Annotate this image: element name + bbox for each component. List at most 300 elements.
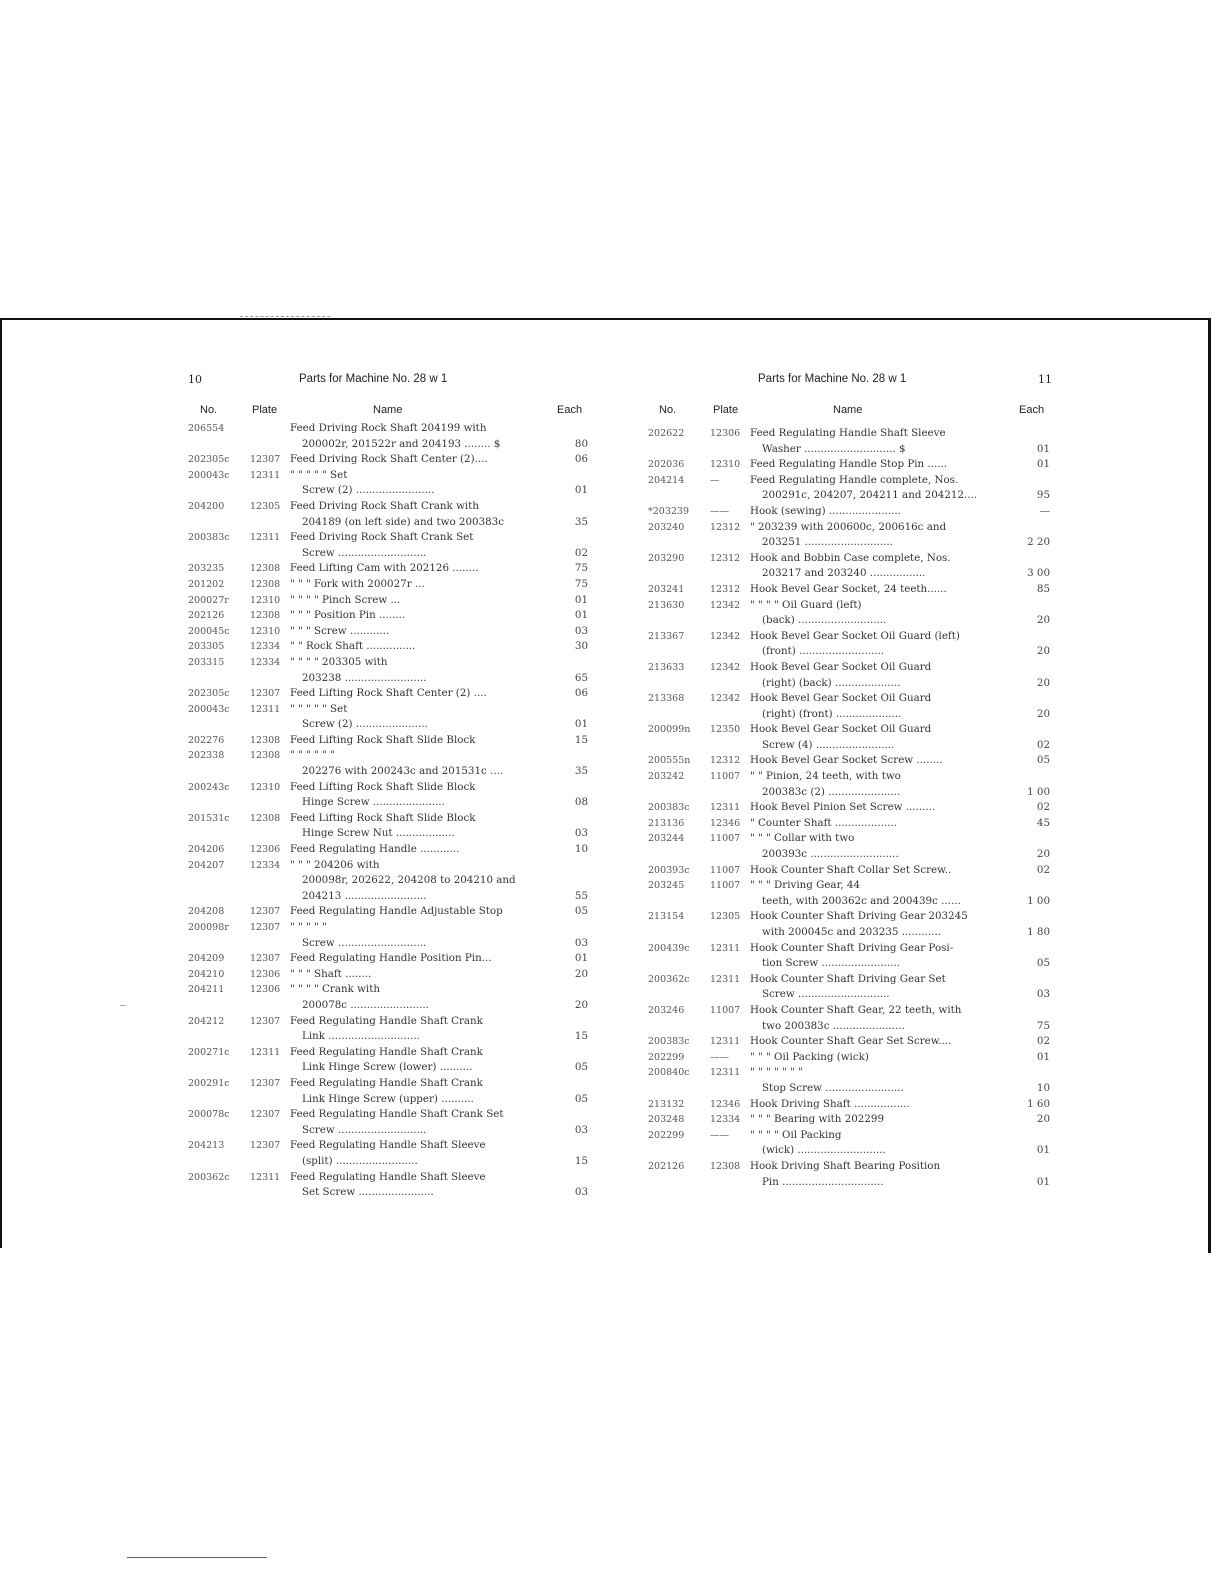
part-name — [290, 1170, 546, 1201]
part-name-line: " " " 204206 with — [290, 858, 380, 871]
part-name-line: Feed Lifting Rock Shaft Slide Block — [290, 733, 476, 746]
part-name-line: Screw (2) ........................ — [302, 484, 435, 497]
part-name-line: Hinge Screw Nut .................. — [302, 827, 455, 840]
part-name-line: 200383c (2) ...................... — [762, 785, 901, 798]
part-number: 203245 — [648, 880, 685, 892]
part-name — [290, 951, 546, 967]
part-name-line: teeth, with 200362c and 200439c ...... — [762, 894, 961, 907]
part-number: 203248 — [648, 1114, 685, 1126]
part-name-line: Hinge Screw ...................... — [302, 796, 445, 809]
unit-price: 03 — [574, 1123, 588, 1136]
part-number: 200840c — [648, 1067, 690, 1079]
part-number: 200291c — [188, 1077, 230, 1089]
part-name-line: Feed Driving Rock Shaft 204199 with — [290, 422, 487, 434]
part-number: 200098r — [188, 922, 229, 933]
table-row — [648, 909, 1050, 940]
part-name-line: Hook Counter Shaft Gear, 22 teeth, with — [750, 1003, 962, 1016]
table-row — [648, 1112, 1050, 1128]
unit-price: 15 — [574, 733, 588, 746]
plate-number: 12307 — [250, 1077, 281, 1089]
unit-price: 05 — [574, 905, 588, 918]
part-number: 200099n — [648, 724, 691, 736]
plate-number: 12342 — [710, 599, 741, 611]
part-number: 200043c — [188, 469, 230, 481]
table-row — [648, 1159, 1050, 1190]
part-name — [290, 858, 546, 905]
part-name-line: Set Screw ....................... — [302, 1186, 434, 1199]
plate-number: 12311 — [710, 802, 741, 814]
table-row — [648, 660, 1050, 691]
table-row — [648, 1034, 1050, 1050]
part-name-line: Hook Driving Shaft ................. — [750, 1097, 910, 1110]
part-name-line: Hook Counter Shaft Driving Gear Posi- — [750, 941, 954, 954]
table-row — [188, 1045, 588, 1076]
part-number: 202622 — [648, 428, 685, 439]
table-row — [188, 577, 588, 593]
part-name-line: 200002r, 201522r and 204193 ........ $ — [302, 437, 501, 450]
plate-number: 12307 — [250, 1015, 281, 1027]
part-name-line: (back) ........................... — [762, 614, 887, 627]
part-name-line: Feed Regulating Handle Shaft Sleeve — [750, 427, 946, 439]
part-name-line: Feed Lifting Rock Shaft Slide Block — [290, 780, 476, 793]
unit-price: — — [1039, 504, 1050, 517]
part-name-line: " " " " Crank with — [290, 983, 380, 996]
plate-number: 12310 — [250, 594, 281, 606]
part-number: 200439c — [648, 942, 690, 954]
unit-price: 2 20 — [1027, 536, 1050, 549]
table-row — [648, 551, 1050, 582]
table-row — [188, 951, 588, 967]
unit-price: 75 — [574, 577, 588, 590]
part-name — [290, 1076, 546, 1107]
part-name-line: " " " " 203305 with — [290, 655, 388, 668]
part-name — [290, 1138, 546, 1169]
table-row — [648, 769, 1050, 800]
part-number: 203244 — [648, 833, 685, 845]
plate-number: 12342 — [710, 661, 741, 673]
plate-number: 12334 — [710, 1114, 741, 1126]
part-name — [750, 1065, 1008, 1096]
part-number: 203241 — [648, 583, 685, 595]
unit-price: 15 — [574, 1030, 588, 1043]
part-name-line: tion Screw ........................ — [762, 957, 901, 970]
part-name-line: Screw ........................... — [302, 936, 427, 949]
part-name-line: " " " " " " " — [750, 1066, 803, 1079]
plate-number: 12308 — [250, 610, 281, 622]
part-name — [750, 1159, 1008, 1190]
part-number: 202036 — [648, 459, 685, 471]
table-row — [648, 582, 1050, 598]
part-number: 203246 — [648, 1004, 685, 1016]
right-header-each: Each — [1019, 404, 1045, 416]
part-number: 204209 — [188, 953, 225, 965]
plate-number: 12308 — [710, 1160, 741, 1172]
part-number: *203239 — [648, 505, 690, 517]
left-header-each: Each — [557, 404, 583, 416]
left-parts-table — [188, 421, 588, 1201]
unit-price: 01 — [1036, 1050, 1050, 1063]
part-name-line: " " " " Oil Packing — [750, 1128, 842, 1141]
part-name-line: Feed Driving Rock Shaft Center (2).... — [290, 453, 488, 466]
part-number: 200045c — [188, 625, 230, 637]
part-number: 200393c — [648, 864, 690, 876]
plate-number: 11007 — [710, 833, 741, 845]
left-running-head: Parts for Machine No. 28 w 1 — [299, 373, 448, 385]
table-row — [188, 452, 588, 468]
part-name — [290, 499, 546, 530]
unit-price: 85 — [1036, 582, 1050, 595]
plate-number: 11007 — [710, 880, 741, 892]
part-name-line: Link Hinge Screw (lower) .......... — [302, 1061, 473, 1074]
part-name-line: 204213 ......................... — [302, 889, 427, 902]
unit-price: 1 80 — [1027, 926, 1050, 938]
left-header-name: Name — [373, 404, 403, 416]
part-number: 200383c — [648, 802, 690, 814]
plate-number: 12311 — [710, 973, 741, 985]
plate-number: 12312 — [710, 552, 741, 564]
part-name-line: two 200383c ...................... — [762, 1019, 905, 1032]
plate-number: 12342 — [710, 693, 741, 705]
plate-number: 12311 — [710, 1067, 741, 1079]
part-name-line: " " " " " — [290, 921, 327, 933]
unit-price: 20 — [1036, 645, 1050, 658]
plate-number: 12307 — [250, 688, 281, 700]
part-name-line: Hook Bevel Gear Socket Screw ........ — [750, 754, 943, 767]
plate-number: 12346 — [710, 1098, 741, 1110]
part-name — [290, 780, 546, 811]
plate-number: 12311 — [710, 1036, 741, 1048]
unit-price: 1 00 — [1027, 894, 1050, 907]
part-number: 204214 — [648, 474, 685, 486]
table-row — [648, 1128, 1050, 1159]
unit-price: 01 — [574, 718, 588, 731]
part-name-line: " " Pinion, 24 teeth, with two — [750, 770, 901, 783]
unit-price: 03 — [574, 936, 588, 949]
part-number: 203315 — [188, 656, 225, 668]
part-name — [750, 831, 1008, 862]
table-row — [188, 421, 588, 452]
unit-price: 01 — [1036, 1175, 1050, 1188]
part-number: 202299 — [648, 1051, 685, 1063]
unit-price: 65 — [574, 671, 588, 684]
table-row — [188, 1076, 588, 1107]
part-name — [290, 1014, 546, 1045]
plate-number: 12308 — [250, 563, 281, 575]
plate-number: 12310 — [710, 459, 741, 471]
part-number: 200555n — [648, 755, 691, 767]
table-row — [648, 457, 1050, 473]
part-name-line: Feed Regulating Handle Shaft Crank Set — [290, 1108, 504, 1121]
part-name-line: Feed Regulating Handle Shaft Crank — [290, 1076, 483, 1089]
part-number: 213154 — [648, 911, 685, 923]
part-number: 202338 — [188, 750, 225, 762]
part-number: 202126 — [648, 1160, 685, 1172]
part-name-line: " 203239 with 200600c, 200616c and — [750, 520, 947, 533]
part-name-line: Hook Bevel Pinion Set Screw ......... — [750, 801, 936, 814]
table-row — [188, 780, 588, 811]
unit-price: 01 — [574, 484, 588, 497]
plate-number: 12308 — [250, 812, 281, 824]
unit-price: 05 — [574, 1061, 588, 1074]
right-page-number: 11 — [1038, 373, 1052, 386]
plate-number: 12307 — [250, 906, 281, 918]
part-number: 200383c — [648, 1036, 690, 1048]
part-name — [750, 1112, 1008, 1128]
unit-price: 01 — [574, 609, 588, 622]
part-name — [290, 920, 546, 951]
table-row — [188, 499, 588, 530]
part-number: 206554 — [188, 423, 225, 434]
part-name-line: Feed Regulating Handle complete, Nos. — [750, 473, 959, 486]
part-name — [750, 520, 1008, 551]
part-name — [290, 811, 546, 842]
part-name-line: Link ............................ — [302, 1030, 420, 1043]
part-name-line: " " " " Oil Guard (left) — [750, 598, 862, 611]
part-name — [750, 972, 1008, 1003]
part-number: 204200 — [188, 500, 225, 512]
part-name-line: Feed Driving Rock Shaft Crank with — [290, 499, 479, 512]
right-header-plate: Plate — [713, 404, 739, 416]
unit-price: 55 — [574, 889, 588, 902]
part-name — [290, 904, 546, 920]
table-row — [648, 878, 1050, 909]
part-name-line: (right) (front) .................... — [762, 707, 902, 720]
table-row — [648, 800, 1050, 816]
unit-price: 02 — [1036, 863, 1050, 876]
plate-number: 12310 — [250, 625, 281, 637]
plate-number: 12311 — [250, 703, 281, 715]
part-number: 202276 — [188, 734, 225, 746]
part-name-line: Hook Counter Shaft Driving Gear 203245 — [750, 910, 968, 923]
part-number: 200078c — [188, 1109, 230, 1121]
part-name — [290, 639, 546, 655]
part-name — [750, 1003, 1008, 1034]
part-number: 203305 — [188, 641, 225, 653]
part-name — [750, 629, 1008, 660]
part-number: 204206 — [188, 844, 225, 856]
plate-number: 12307 — [250, 1140, 281, 1152]
part-name-line: Hook Bevel Gear Socket Oil Guard (left) — [750, 629, 960, 642]
part-number: 204207 — [188, 859, 225, 871]
unit-price: 20 — [1036, 614, 1050, 627]
unit-price: 3 00 — [1027, 567, 1050, 580]
unit-price: 35 — [574, 515, 588, 528]
part-name — [290, 842, 546, 858]
part-name — [290, 530, 546, 561]
unit-price: 80 — [574, 437, 588, 450]
table-row — [188, 1107, 588, 1138]
table-row — [648, 722, 1050, 753]
part-name-line: Hook and Bobbin Case complete, Nos. — [750, 551, 951, 564]
table-row — [648, 426, 1050, 457]
table-row — [188, 686, 588, 702]
part-number: 202126 — [188, 610, 225, 622]
table-row — [648, 753, 1050, 769]
part-name — [750, 598, 1008, 629]
part-name-line: Hook Counter Shaft Driving Gear Set — [750, 972, 946, 985]
part-number: 202305c — [188, 454, 230, 466]
table-row — [648, 1097, 1050, 1113]
part-name — [750, 660, 1008, 691]
part-name-line: Hook Bevel Gear Socket Oil Guard — [750, 723, 932, 736]
part-name — [750, 816, 1008, 832]
part-name-line: Hook Bevel Gear Socket Oil Guard — [750, 660, 932, 673]
plate-number: 11007 — [710, 771, 741, 783]
plate-number: 12311 — [250, 1171, 281, 1183]
part-name-line: (wick) ........................... — [762, 1144, 886, 1157]
unit-price: 20 — [1036, 707, 1050, 720]
part-name — [290, 1045, 546, 1076]
part-name-line: Feed Regulating Handle Stop Pin ...... — [750, 458, 948, 471]
plate-number: 12305 — [250, 500, 281, 512]
table-row — [648, 972, 1050, 1003]
plate-number: 12306 — [250, 984, 281, 996]
part-number: 201202 — [188, 578, 225, 590]
part-name-line: " " " Shaft ........ — [290, 967, 372, 980]
plate-number: 12307 — [250, 454, 281, 466]
plate-number: 12334 — [250, 656, 281, 668]
part-number: 213630 — [648, 599, 685, 611]
unit-price: 20 — [1036, 1113, 1050, 1126]
table-row — [188, 639, 588, 655]
part-name-line: Feed Lifting Rock Shaft Slide Block — [290, 811, 476, 824]
plate-number: 12310 — [250, 781, 281, 793]
table-row — [188, 530, 588, 561]
unit-price: 45 — [1036, 816, 1050, 829]
part-number: 202305c — [188, 688, 230, 700]
part-name-line: " Counter Shaft ................... — [750, 816, 898, 829]
unit-price: 02 — [1036, 1035, 1050, 1048]
part-name — [290, 561, 546, 577]
part-name-line: Screw (4) ........................ — [762, 738, 895, 751]
part-name-line: Hook Counter Shaft Collar Set Screw.. — [750, 863, 952, 876]
part-number: 203235 — [188, 563, 225, 575]
part-name-line: Feed Regulating Handle Shaft Sleeve — [290, 1139, 486, 1152]
table-row — [648, 629, 1050, 660]
part-name — [750, 1128, 1008, 1159]
unit-price: 20 — [574, 998, 588, 1011]
part-name-line: Feed Regulating Handle Shaft Crank — [290, 1014, 483, 1027]
unit-price: 03 — [574, 827, 588, 840]
part-number: 213633 — [648, 661, 685, 673]
part-name-line: 200078c ........................ — [302, 998, 429, 1011]
unit-price: 03 — [1036, 988, 1050, 1001]
part-name-line: Feed Lifting Rock Shaft Center (2) .... — [290, 687, 487, 700]
right-parts-table — [648, 426, 1050, 1190]
plate-number: 12311 — [710, 942, 741, 954]
margin-tick — [120, 1005, 126, 1006]
part-number: 201531c — [188, 812, 230, 824]
plate-number: 12307 — [250, 1109, 281, 1121]
plate-number: — — [710, 474, 720, 486]
part-name — [750, 863, 1008, 879]
table-row — [648, 691, 1050, 722]
page-right-border — [1208, 318, 1211, 1253]
unit-price: 02 — [574, 546, 588, 559]
unit-price: 10 — [574, 843, 588, 856]
table-row — [188, 1170, 588, 1201]
left-header-plate: Plate — [252, 404, 278, 416]
part-name-line: 202276 with 200243c and 201531c .... — [302, 765, 504, 778]
unit-price: 15 — [574, 1154, 588, 1167]
unit-price: 20 — [574, 967, 588, 980]
part-name-line: Feed Regulating Handle ............ — [290, 843, 460, 856]
part-number: 200271c — [188, 1046, 230, 1058]
part-name — [290, 982, 546, 1013]
plate-number: 12308 — [250, 734, 281, 746]
part-name — [290, 421, 546, 452]
part-number: 200027r — [188, 594, 229, 606]
plate-number: 12308 — [250, 578, 281, 590]
part-number: 204212 — [188, 1015, 225, 1027]
part-name-line: " " " " " Set — [290, 468, 348, 481]
part-name — [290, 748, 546, 779]
part-number: 213368 — [648, 693, 685, 705]
part-name-line: Screw ........................... — [302, 1123, 427, 1136]
page-top-border — [0, 318, 1210, 320]
part-name-line: " " " Oil Packing (wick) — [750, 1050, 869, 1063]
part-name-line: Hook Counter Shaft Gear Set Screw.... — [750, 1035, 952, 1048]
part-number: 202299 — [648, 1129, 685, 1141]
table-row — [188, 858, 588, 905]
unit-price: 06 — [574, 687, 588, 700]
unit-price: 05 — [574, 1092, 588, 1105]
part-name-line: 200393c ........................... — [762, 848, 899, 861]
part-name — [290, 967, 546, 983]
table-row — [648, 1065, 1050, 1096]
part-name-line: " " " " " Set — [290, 702, 348, 715]
part-number: 200362c — [188, 1171, 230, 1183]
unit-price: 30 — [574, 640, 588, 653]
part-name — [750, 473, 1008, 504]
part-name — [290, 577, 546, 593]
part-name-line: " " " Fork with 200027r ... — [290, 577, 425, 590]
part-name — [290, 702, 546, 733]
part-number: 204211 — [188, 984, 225, 996]
part-name-line: Feed Regulating Handle Shaft Crank — [290, 1045, 483, 1058]
plate-number: —— — [710, 1051, 729, 1063]
table-row — [188, 842, 588, 858]
unit-price: 05 — [1036, 957, 1050, 970]
plate-number: 12334 — [250, 641, 281, 653]
part-name-line: " " " Collar with two — [750, 832, 855, 845]
part-name-line: with 200045c and 203235 ............ — [762, 926, 941, 938]
page-left-border — [0, 318, 2, 1248]
plate-number: 12306 — [250, 968, 281, 980]
part-number: 200043c — [188, 703, 230, 715]
unit-price: 01 — [574, 952, 588, 965]
plate-number: 12312 — [710, 583, 741, 595]
unit-price: 75 — [1036, 1019, 1050, 1032]
plate-number — [250, 421, 290, 452]
plate-number: 12311 — [250, 1046, 281, 1058]
right-running-head: Parts for Machine No. 28 w 1 — [758, 373, 907, 385]
table-row — [188, 748, 588, 779]
plate-number: 12307 — [250, 953, 281, 965]
part-number: 204208 — [188, 906, 225, 918]
unit-price: 10 — [1036, 1081, 1050, 1094]
plate-number: 12307 — [250, 922, 281, 933]
table-row — [648, 473, 1050, 504]
unit-price: 05 — [1036, 754, 1050, 767]
plate-number: 12334 — [250, 859, 281, 871]
part-name-line: 204189 (on left side) and two 200383c — [302, 515, 504, 528]
part-number: 213367 — [648, 630, 685, 642]
table-row — [648, 863, 1050, 879]
table-row — [648, 1050, 1050, 1066]
part-name-line: Washer ............................ $ — [762, 442, 906, 455]
table-row — [648, 504, 1050, 520]
